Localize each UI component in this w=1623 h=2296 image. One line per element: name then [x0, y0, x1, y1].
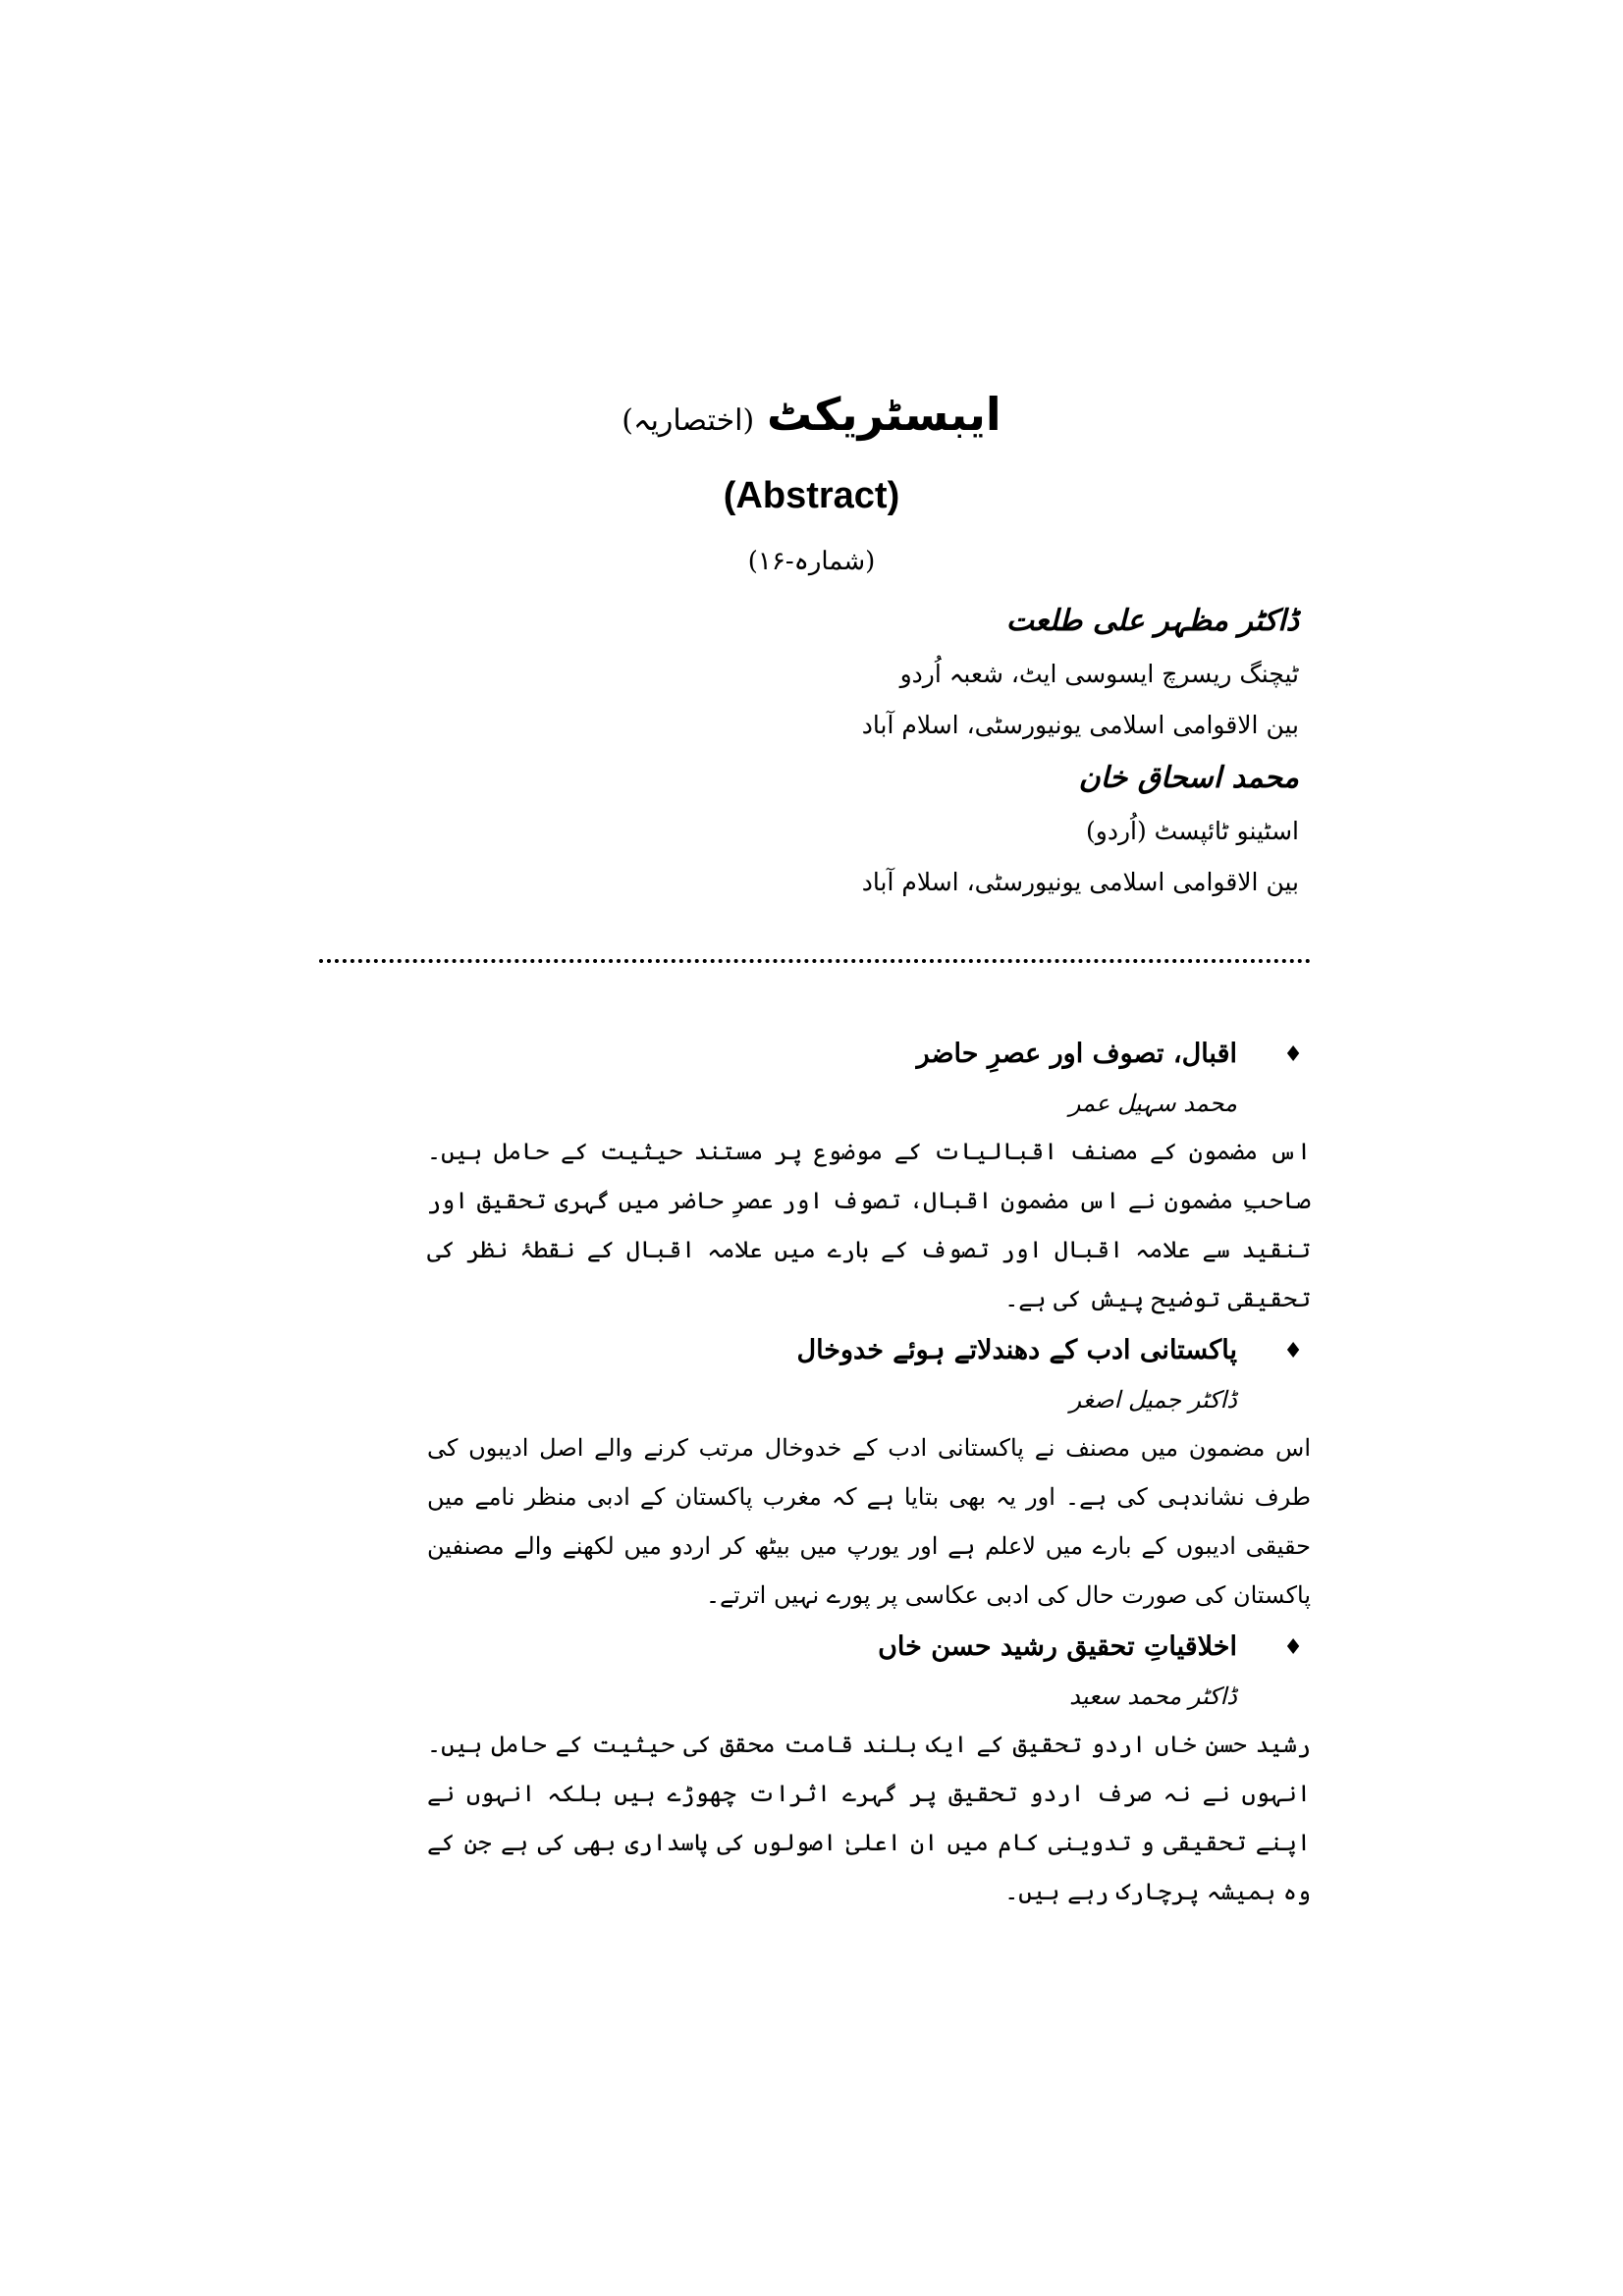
author-1-name: ڈاکٹر مظہر علی طلعت	[1005, 604, 1299, 638]
title-urdu-main: ایبسٹریکٹ	[766, 388, 1001, 441]
author-1-affiliation: بین الاقوامی اسلامی یونیورسٹی، اسلام آباد	[861, 711, 1299, 739]
abstract-entry	[319, 1622, 1311, 1916]
author-1	[514, 594, 1299, 751]
entry-title-text: اقبال، تصوف اور عصرِ حاضر	[916, 1039, 1237, 1069]
abstract-entry	[319, 1325, 1311, 1620]
author-2-name: محمد اسحاق خان	[1078, 761, 1299, 795]
abstract-entry	[319, 1029, 1311, 1323]
entry-author: ڈاکٹر محمد سعید	[1069, 1682, 1237, 1710]
diamond-bullet-icon: ♦	[1283, 1041, 1303, 1067]
author-2-designation: اسٹینو ٹائپسٹ (اُردو)	[1086, 817, 1299, 845]
entry-title	[319, 1325, 1311, 1376]
entry-body: اس مضمون میں مصنف نے پاکستانی ادب کے خدوخال مرتب کرنے والے اصل ادیبوں کی طرف نشاندہی کی ہے۔ اور یہ بھی بتایا ہے کہ مغرب پاکستان کے ادبی منظر نامے میں حقیقی ادیبوں کے بارے میں لاعلم ہے اور یورپ میں بیٹھ کر اردو میں لکھنے والے مصنفین پاکستان کی صورت حال کی ادبی عکاسی پر پورے نہیں اترتے۔	[427, 1434, 1311, 1609]
title-urdu-heading	[0, 385, 1623, 451]
entry-body: اس مضمون کے مصنف اقبالیات کے موضوع پر مستند حیثیت کے حامل ہیں۔ صاحبِ مضمون نے اس مضمون اقبال، تصوف اور عصرِ حاضر میں گہری تحقیق اور تنقید سے علامہ اقبال اور تصوف کے بارے میں علامہ اقبال کے نقطۂ نظر کی تحقیقی توضیح پیش کی ہے۔	[427, 1138, 1311, 1312]
issue-number: (شمارہ-۱۶)	[747, 547, 876, 576]
entry-body: رشید حسن خاں اردو تحقیق کے ایک بلند قامت محقق کی حیثیت کے حامل ہیں۔ انہوں نے نہ صرف اردو تحقیق پر گہرے اثرات چھوڑے ہیں بلکہ انہوں نے اپنے تحقیقی و تدوینی کام میں ان اعلیٰ اصولوں کی پاسداری بھی کی ہے جن کے وہ ہمیشہ پرچارک رہے ہیں۔	[427, 1731, 1311, 1905]
dotted-divider	[319, 959, 1311, 963]
entry-author: محمد سہیل عمر	[1068, 1090, 1237, 1117]
author-2-affiliation: بین الاقوامی اسلامی یونیورسٹی، اسلام آباد	[861, 868, 1299, 896]
entry-title-text: پاکستانی ادب کے دھندلاتے ہوئے خدوخال	[796, 1335, 1237, 1365]
title-english: (Abstract)	[723, 475, 900, 516]
author-1-designation: ٹیچنگ ریسرچ ایسوسی ایٹ، شعبہ اُردو	[899, 660, 1299, 688]
entry-title	[319, 1029, 1311, 1080]
author-block	[514, 594, 1299, 908]
author-2	[514, 751, 1299, 908]
title-urdu-sub: (اختصاریہ)	[622, 403, 755, 438]
entry-author: ڈاکٹر جمیل اصغر	[1069, 1386, 1237, 1414]
abstract-list	[319, 1029, 1311, 1918]
entry-title-text: اخلاقیاتِ تحقیق رشید حسن خاں	[878, 1631, 1237, 1662]
diamond-bullet-icon: ♦	[1283, 1634, 1303, 1660]
diamond-bullet-icon: ♦	[1283, 1338, 1303, 1363]
entry-title	[319, 1622, 1311, 1673]
